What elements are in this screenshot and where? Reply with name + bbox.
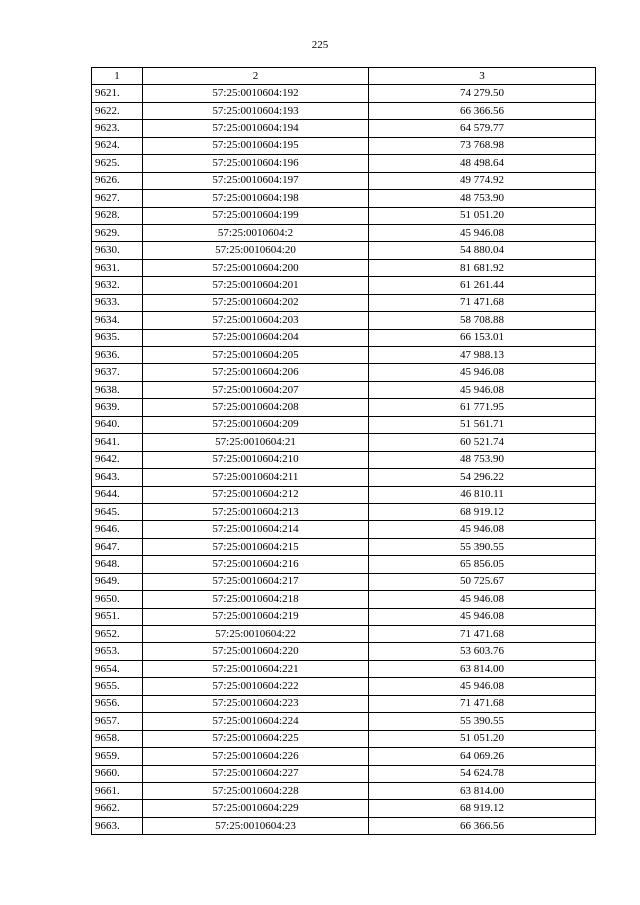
row-number-cell: 9639. — [92, 399, 143, 416]
value-cell: 64 069.26 — [369, 748, 596, 765]
table-row — [92, 451, 596, 468]
row-number-cell: 9631. — [92, 259, 143, 276]
value-cell: 74 279.50 — [369, 85, 596, 102]
row-number-cell: 9658. — [92, 730, 143, 747]
row-number-cell: 9657. — [92, 713, 143, 730]
row-number-cell: 9633. — [92, 294, 143, 311]
cadastral-number-cell: 57:25:0010604:209 — [143, 416, 369, 433]
row-number-cell: 9634. — [92, 312, 143, 329]
page-number: 225 — [311, 39, 329, 51]
row-number-cell: 9641. — [92, 434, 143, 451]
row-number-cell: 9648. — [92, 556, 143, 573]
row-number-cell: 9632. — [92, 277, 143, 294]
value-cell: 53 603.76 — [369, 643, 596, 660]
table-row — [92, 660, 596, 677]
cadastral-number-cell: 57:25:0010604:207 — [143, 381, 369, 398]
table-row — [92, 521, 596, 538]
row-number-cell: 9626. — [92, 172, 143, 189]
cadastral-number-cell: 57:25:0010604:202 — [143, 294, 369, 311]
table-row — [92, 137, 596, 154]
value-cell: 71 471.68 — [369, 695, 596, 712]
table-row — [92, 364, 596, 381]
row-number-cell: 9662. — [92, 800, 143, 817]
value-cell: 66 153.01 — [369, 329, 596, 346]
row-number-cell: 9650. — [92, 591, 143, 608]
row-number-cell: 9647. — [92, 538, 143, 555]
value-cell: 45 946.08 — [369, 591, 596, 608]
value-cell: 66 366.56 — [369, 102, 596, 119]
row-number-cell: 9654. — [92, 660, 143, 677]
row-number-cell: 9660. — [92, 765, 143, 782]
table-row — [92, 556, 596, 573]
value-cell: 68 919.12 — [369, 800, 596, 817]
cadastral-number-cell: 57:25:0010604:214 — [143, 521, 369, 538]
value-cell: 63 814.00 — [369, 782, 596, 799]
cadastral-number-cell: 57:25:0010604:192 — [143, 85, 369, 102]
row-number-cell: 9663. — [92, 817, 143, 834]
table-row — [92, 85, 596, 102]
cadastral-number-cell: 57:25:0010604:203 — [143, 312, 369, 329]
value-cell: 48 498.64 — [369, 155, 596, 172]
value-cell: 63 814.00 — [369, 660, 596, 677]
table-row — [92, 224, 596, 241]
cadastral-number-cell: 57:25:0010604:198 — [143, 190, 369, 207]
cadastral-number-cell: 57:25:0010604:204 — [143, 329, 369, 346]
value-cell: 81 681.92 — [369, 259, 596, 276]
table-row — [92, 730, 596, 747]
cadastral-number-cell: 57:25:0010604:228 — [143, 782, 369, 799]
column-header-1: 1 — [92, 68, 143, 85]
cadastral-number-cell: 57:25:0010604:201 — [143, 277, 369, 294]
value-cell: 68 919.12 — [369, 503, 596, 520]
cadastral-number-cell: 57:25:0010604:229 — [143, 800, 369, 817]
value-cell: 51 051.20 — [369, 730, 596, 747]
table-row — [92, 434, 596, 451]
row-number-cell: 9646. — [92, 521, 143, 538]
value-cell: 60 521.74 — [369, 434, 596, 451]
value-cell: 49 774.92 — [369, 172, 596, 189]
cadastral-number-cell: 57:25:0010604:221 — [143, 660, 369, 677]
value-cell: 45 946.08 — [369, 521, 596, 538]
table-body — [92, 85, 596, 835]
cadastral-number-cell: 57:25:0010604:22 — [143, 626, 369, 643]
cadastral-number-cell: 57:25:0010604:20 — [143, 242, 369, 259]
row-number-cell: 9621. — [92, 85, 143, 102]
cadastral-number-cell: 57:25:0010604:196 — [143, 155, 369, 172]
value-cell: 58 708.88 — [369, 312, 596, 329]
cadastral-number-cell: 57:25:0010604:211 — [143, 469, 369, 486]
cadastral-number-cell: 57:25:0010604:195 — [143, 137, 369, 154]
value-cell: 54 880.04 — [369, 242, 596, 259]
value-cell: 47 988.13 — [369, 347, 596, 364]
table-row — [92, 713, 596, 730]
value-cell: 45 946.08 — [369, 678, 596, 695]
value-cell: 64 579.77 — [369, 120, 596, 137]
cadastral-number-cell: 57:25:0010604:219 — [143, 608, 369, 625]
row-number-cell: 9661. — [92, 782, 143, 799]
value-cell: 71 471.68 — [369, 626, 596, 643]
row-number-cell: 9644. — [92, 486, 143, 503]
table-row — [92, 120, 596, 137]
cadastral-number-cell: 57:25:0010604:197 — [143, 172, 369, 189]
row-number-cell: 9628. — [92, 207, 143, 224]
cadastral-number-cell: 57:25:0010604:210 — [143, 451, 369, 468]
row-number-cell: 9655. — [92, 678, 143, 695]
table-row — [92, 155, 596, 172]
row-number-cell: 9643. — [92, 469, 143, 486]
value-cell: 61 771.95 — [369, 399, 596, 416]
cadastral-number-cell: 57:25:0010604:200 — [143, 259, 369, 276]
cadastral-number-cell: 57:25:0010604:225 — [143, 730, 369, 747]
table-row — [92, 102, 596, 119]
table-row — [92, 765, 596, 782]
cadastral-number-cell: 57:25:0010604:21 — [143, 434, 369, 451]
table-row — [92, 259, 596, 276]
cadastral-number-cell: 57:25:0010604:213 — [143, 503, 369, 520]
cadastral-number-cell: 57:25:0010604:220 — [143, 643, 369, 660]
value-cell: 45 946.08 — [369, 381, 596, 398]
value-cell: 48 753.90 — [369, 451, 596, 468]
table-header-row — [92, 68, 596, 85]
table-row — [92, 486, 596, 503]
cadastral-number-cell: 57:25:0010604:216 — [143, 556, 369, 573]
table-row — [92, 573, 596, 590]
cadastral-number-cell: 57:25:0010604:215 — [143, 538, 369, 555]
table-row — [92, 538, 596, 555]
row-number-cell: 9622. — [92, 102, 143, 119]
value-cell: 65 856.05 — [369, 556, 596, 573]
row-number-cell: 9624. — [92, 137, 143, 154]
table-row — [92, 381, 596, 398]
table-row — [92, 172, 596, 189]
value-cell: 51 051.20 — [369, 207, 596, 224]
value-cell: 55 390.55 — [369, 713, 596, 730]
table-row — [92, 190, 596, 207]
cadastral-number-cell: 57:25:0010604:223 — [143, 695, 369, 712]
table-row — [92, 399, 596, 416]
row-number-cell: 9629. — [92, 224, 143, 241]
value-cell: 54 296.22 — [369, 469, 596, 486]
row-number-cell: 9642. — [92, 451, 143, 468]
table-row — [92, 347, 596, 364]
cadastral-number-cell: 57:25:0010604:224 — [143, 713, 369, 730]
column-header-2: 2 — [143, 68, 369, 85]
table-row — [92, 416, 596, 433]
table-row — [92, 695, 596, 712]
row-number-cell: 9638. — [92, 381, 143, 398]
row-number-cell: 9625. — [92, 155, 143, 172]
cadastral-number-cell: 57:25:0010604:212 — [143, 486, 369, 503]
value-cell: 54 624.78 — [369, 765, 596, 782]
table-row — [92, 277, 596, 294]
table-row — [92, 626, 596, 643]
cadastral-number-cell: 57:25:0010604:2 — [143, 224, 369, 241]
cadastral-number-cell: 57:25:0010604:206 — [143, 364, 369, 381]
table-row — [92, 312, 596, 329]
cadastral-number-cell: 57:25:0010604:227 — [143, 765, 369, 782]
table-row — [92, 294, 596, 311]
cadastral-number-cell: 57:25:0010604:199 — [143, 207, 369, 224]
row-number-cell: 9640. — [92, 416, 143, 433]
row-number-cell: 9649. — [92, 573, 143, 590]
row-number-cell: 9635. — [92, 329, 143, 346]
table-row — [92, 782, 596, 799]
value-cell: 51 561.71 — [369, 416, 596, 433]
value-cell: 55 390.55 — [369, 538, 596, 555]
row-number-cell: 9645. — [92, 503, 143, 520]
table-row — [92, 242, 596, 259]
value-cell: 48 753.90 — [369, 190, 596, 207]
table-row — [92, 503, 596, 520]
cadastral-number-cell: 57:25:0010604:205 — [143, 347, 369, 364]
row-number-cell: 9656. — [92, 695, 143, 712]
value-cell: 45 946.08 — [369, 364, 596, 381]
value-cell: 66 366.56 — [369, 817, 596, 834]
table-row — [92, 207, 596, 224]
row-number-cell: 9623. — [92, 120, 143, 137]
cadastral-number-cell: 57:25:0010604:23 — [143, 817, 369, 834]
cadastral-number-cell: 57:25:0010604:226 — [143, 748, 369, 765]
cadastral-number-cell: 57:25:0010604:222 — [143, 678, 369, 695]
value-cell: 71 471.68 — [369, 294, 596, 311]
column-header-3: 3 — [369, 68, 596, 85]
row-number-cell: 9630. — [92, 242, 143, 259]
row-number-cell: 9636. — [92, 347, 143, 364]
table-row — [92, 329, 596, 346]
value-cell: 46 810.11 — [369, 486, 596, 503]
value-cell: 45 946.08 — [369, 608, 596, 625]
value-cell: 61 261.44 — [369, 277, 596, 294]
cadastral-number-cell: 57:25:0010604:217 — [143, 573, 369, 590]
cadastral-number-cell: 57:25:0010604:194 — [143, 120, 369, 137]
table-row — [92, 800, 596, 817]
table-row — [92, 678, 596, 695]
table-row — [92, 817, 596, 834]
row-number-cell: 9637. — [92, 364, 143, 381]
cadastral-value-table — [91, 67, 596, 835]
value-cell: 50 725.67 — [369, 573, 596, 590]
table-row — [92, 469, 596, 486]
cadastral-number-cell: 57:25:0010604:193 — [143, 102, 369, 119]
cadastral-number-cell: 57:25:0010604:208 — [143, 399, 369, 416]
row-number-cell: 9652. — [92, 626, 143, 643]
table-row — [92, 643, 596, 660]
row-number-cell: 9627. — [92, 190, 143, 207]
row-number-cell: 9653. — [92, 643, 143, 660]
table-row — [92, 591, 596, 608]
cadastral-number-cell: 57:25:0010604:218 — [143, 591, 369, 608]
row-number-cell: 9651. — [92, 608, 143, 625]
value-cell: 73 768.98 — [369, 137, 596, 154]
table-row — [92, 748, 596, 765]
table-row — [92, 608, 596, 625]
value-cell: 45 946.08 — [369, 224, 596, 241]
row-number-cell: 9659. — [92, 748, 143, 765]
